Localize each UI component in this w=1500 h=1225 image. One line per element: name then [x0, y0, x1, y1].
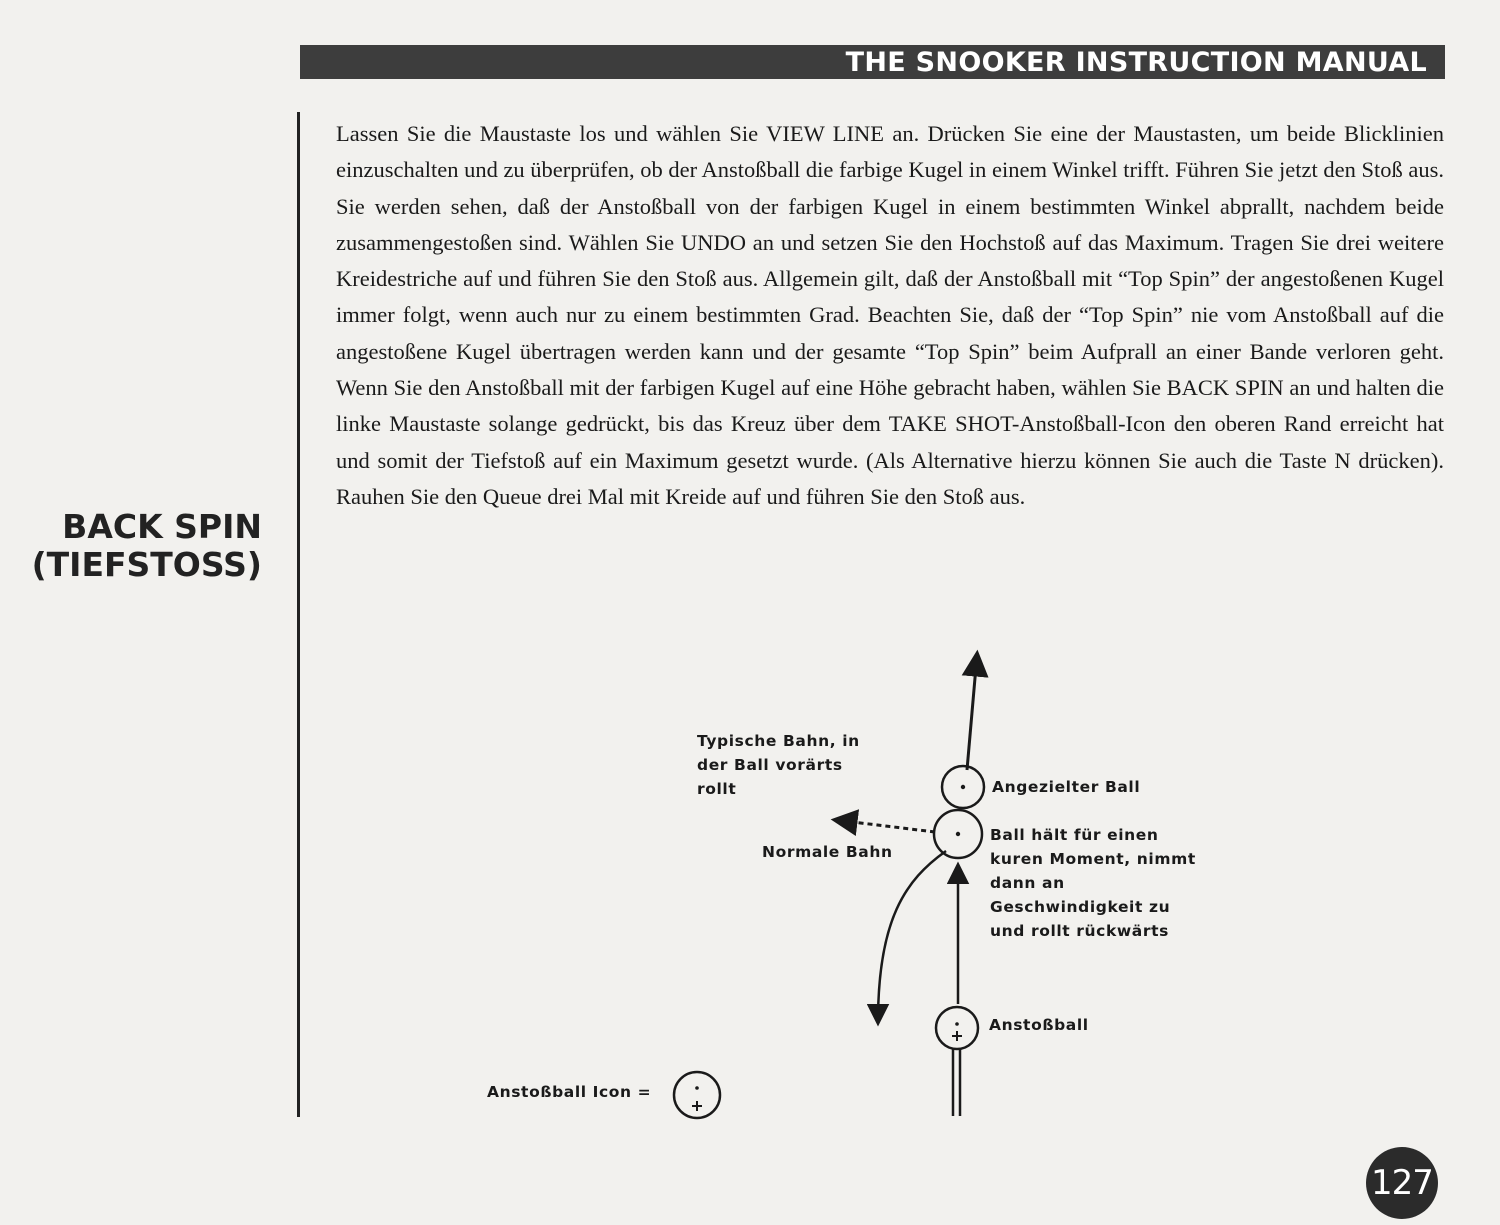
- body-paragraph: Lassen Sie die Maustaste los und wählen Sie VIEW LINE an. Drücken Sie eine der Maustasten, um beide Blicklinien einzuschalten und zu überprüfen, ob der Anstoßball die farbige Kugel in einem Winkel trifft. Führen Sie jetzt den Stoß aus. Sie werden sehen, daß der Anstoßball von der farbigen Kugel in einem bestimmten Winkel abprallt, nachdem beide zusammengestoßen sind. Wählen Sie UNDO an und setzen Sie den Hochstoß auf das Maximum. Tragen Sie drei weitere Kreidestriche auf und führen Sie den Stoß aus. Allgemein gilt, daß der Anstoßball mit “Top Spin” der angestoßenen Kugel immer folgt, wenn auch nur zu einem bestimmten Grad. Beachten Sie, daß der “Top Spin” nie vom Anstoßball auf die angestoßene Kugel übertragen werden kann und der gesamte “Top Spin” beim Aufprall an einer Bande verloren geht. Wenn Sie den Anstoßball mit der farbigen Kugel auf eine Höhe gebracht haben, wählen Sie BACK SPIN an und halten die linke Maustaste solange gedrückt, bis das Kreuz über dem TAKE SHOT-Anstoßball-Icon den oberen Rand erreicht hat und somit der Tiefstoß auf ein Maximum gesetzt wurde. (Als Alternative hierzu können Sie auch die Taste N drücken). Rauhen Sie den Queue drei Mal mit Kreide auf und führen Sie den Stoß aus.: [336, 121, 1444, 509]
- typical-path-arrow: [967, 655, 977, 770]
- typical-path-line-2: der Ball vorärts: [697, 756, 843, 774]
- cue-ball-dot: [955, 1022, 959, 1026]
- cue-ball: [936, 1007, 978, 1049]
- typical-path-label: [697, 729, 860, 801]
- cue-ball-label: Anstoßball: [989, 1016, 1089, 1034]
- normal-path-arrow: [836, 820, 935, 832]
- pause-note-label: [990, 823, 1196, 943]
- back-spin-path-arrow: [878, 851, 946, 1022]
- page-number: 127: [1366, 1147, 1438, 1219]
- target-ball-dot: [961, 785, 965, 789]
- cue-ball-icon-label: Anstoßball Icon =: [487, 1083, 652, 1101]
- cue-ball-cross: [952, 1031, 962, 1041]
- contact-ball-dot: [956, 832, 960, 836]
- cue-ball-icon-cross: [692, 1101, 702, 1111]
- pause-note-line-5: und rollt rückwärts: [990, 922, 1169, 940]
- cue-ball-icon: [674, 1072, 720, 1118]
- cue-ball-icon-dot: [695, 1086, 699, 1090]
- pause-note-line-4: Geschwindigkeit zu: [990, 898, 1171, 916]
- typical-path-line-3: rollt: [697, 780, 737, 798]
- target-ball-label: Angezielter Ball: [992, 778, 1141, 796]
- typical-path-line-1: Typische Bahn, in: [697, 732, 860, 750]
- section-heading-line-1: BACK SPIN: [62, 507, 262, 546]
- pause-note-line-3: dann an: [990, 874, 1065, 892]
- pause-note-line-1: Ball hält für einen: [990, 826, 1159, 844]
- manual-title: THE SNOOKER INSTRUCTION MANUAL: [845, 47, 1427, 78]
- section-heading-line-2: (TIEFSTOSS): [31, 545, 262, 584]
- pause-note-line-2: kuren Moment, nimmt: [990, 850, 1196, 868]
- normal-path-label: Normale Bahn: [762, 843, 893, 861]
